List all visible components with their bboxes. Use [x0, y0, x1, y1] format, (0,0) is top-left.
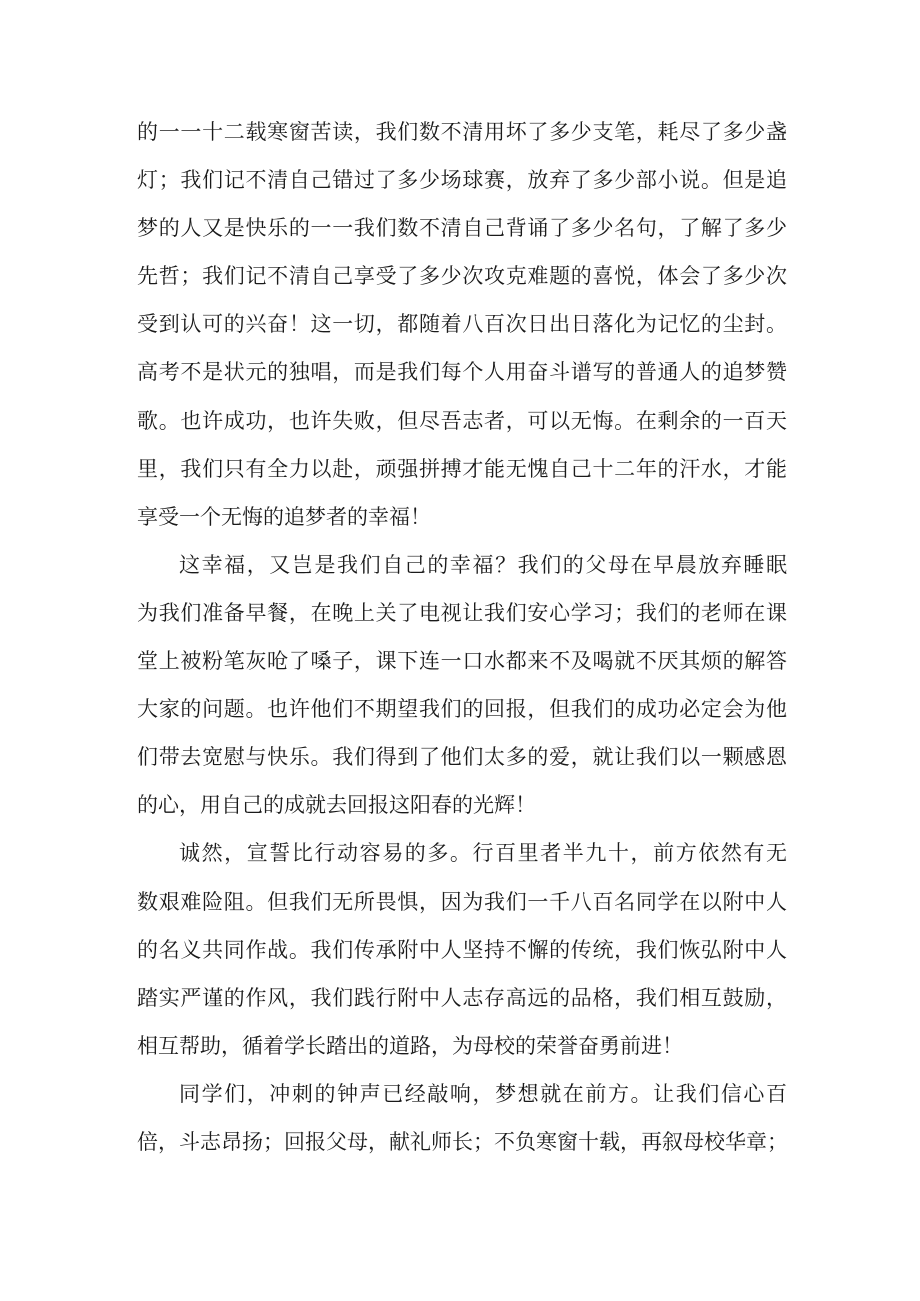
text-line: 堂上被粉笔灰呛了嗓子，课下连一口水都来不及喝就不厌其烦的解答 — [137, 649, 787, 674]
text-line: 先哲；我们记不清自己享受了多少次攻克难题的喜悦，体会了多少次 — [137, 264, 787, 289]
text-line: 的一一十二载寒窗苦读，我们数不清用坏了多少支笔，耗尽了多少盏 — [137, 120, 787, 144]
text-line: 踏实严谨的作风，我们践行附中人志存高远的品格，我们相互鼓励， — [137, 985, 787, 1010]
paragraph-last-line: 享受一个无悔的追梦者的幸福！ — [137, 504, 431, 529]
document-body — [137, 108, 787, 1166]
text-line: 受到认可的兴奋！这一切，都随着八百次日出日落化为记忆的尘封。 — [137, 312, 787, 337]
text-line: 梦的人又是快乐的一一我们数不清自己背诵了多少名句，了解了多少 — [137, 216, 787, 241]
paragraph-last-line: 的心，用自己的成就去回报这阳春的光辉！ — [137, 793, 536, 818]
paragraph-first-line: 同学们，冲刺的钟声已经敲响，梦想就在前方。让我们信心百 — [179, 1081, 787, 1106]
text-line: 们带去宽慰与快乐。我们得到了他们太多的爱，就让我们以一颗感恩 — [137, 745, 787, 770]
text-line: 大家的问题。也许他们不期望我们的回报，但我们的成功必定会为他 — [137, 697, 787, 722]
text-line: 里，我们只有全力以赴，顽强拼搏才能无愧自己十二年的汗水，才能 — [137, 456, 787, 481]
text-line: 为我们准备早餐，在晚上关了电视让我们安心学习；我们的老师在课 — [137, 600, 787, 625]
paragraph-first-line: 这幸福，又岂是我们自己的幸福？我们的父母在早晨放弃睡眠 — [179, 552, 787, 577]
text-line: 歌。也许成功，也许失败，但尽吾志者，可以无悔。在剩余的一百天 — [137, 408, 787, 433]
text-line: 高考不是状元的独唱，而是我们每个人用奋斗谱写的普通人的追梦赞 — [137, 360, 787, 385]
text-line: 灯；我们记不清自己错过了多少场球赛，放弃了多少部小说。但是追 — [137, 168, 787, 193]
paragraph-last-line: 相互帮助，循着学长踏出的道路，为母校的荣誉奋勇前进！ — [137, 1033, 683, 1058]
text-line: 倍，斗志昂扬；回报父母，献礼师长；不负寒窗十载，再叙母校华章； — [137, 1129, 788, 1154]
text-line: 的名义共同作战。我们传承附中人坚持不懈的传统，我们恢弘附中人 — [137, 937, 787, 962]
paragraph-first-line: 诚然，宣誓比行动容易的多。行百里者半九十，前方依然有无 — [179, 841, 787, 866]
text-line: 数艰难险阻。但我们无所畏惧，因为我们一千八百名同学在以附中人 — [137, 889, 787, 914]
